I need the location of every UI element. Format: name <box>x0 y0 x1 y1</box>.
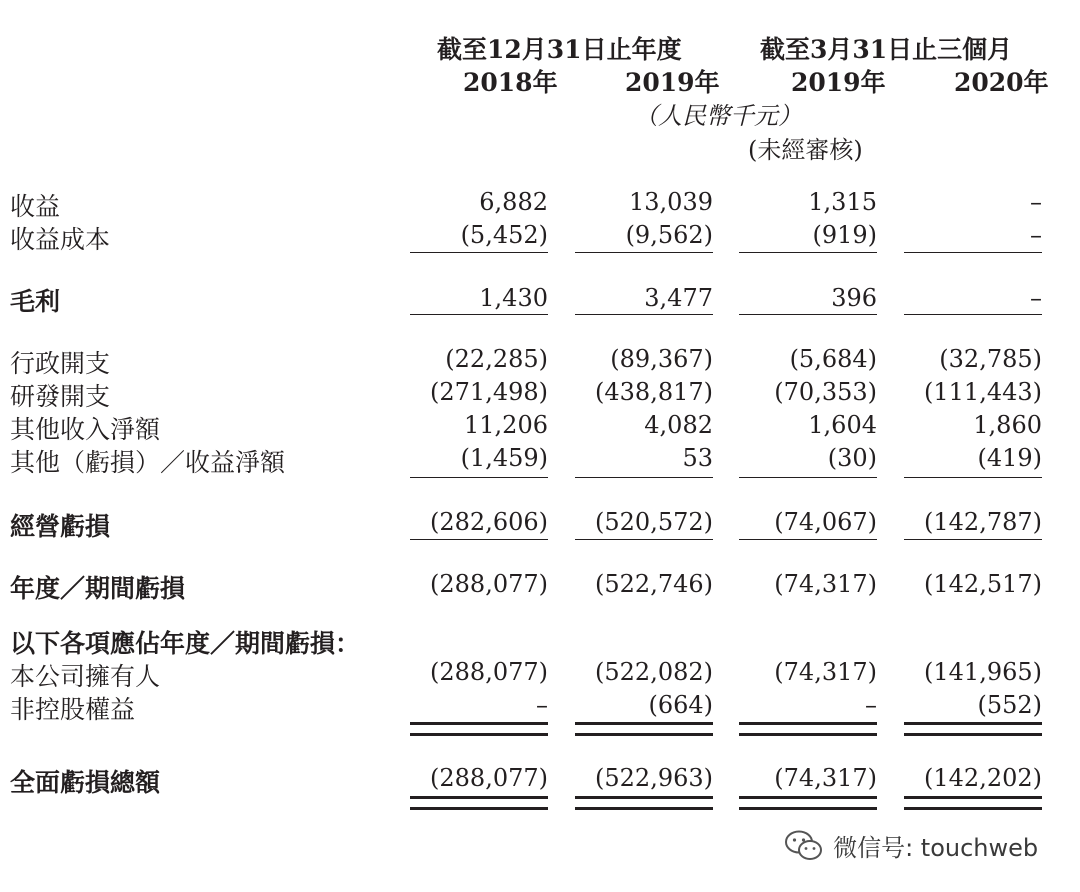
header-unaudited: (未經審核) <box>748 136 863 164</box>
cell-revenue-2019: 13,039 <box>629 188 713 216</box>
total-double-rule <box>739 796 877 810</box>
row-label-operating-loss: 經營虧損 <box>10 512 111 541</box>
row-label-total-comprehensive-loss: 全面虧損總額 <box>10 768 161 797</box>
subtotal-rule <box>739 539 877 540</box>
cell-revenue-2020q: – <box>1030 188 1042 216</box>
cell-gross-2019: 3,477 <box>644 284 713 312</box>
subtotal-rule <box>739 314 877 315</box>
cell-nci-2020q: (552) <box>977 691 1042 719</box>
wechat-icon <box>784 829 824 863</box>
cell-owners-2018: (288,077) <box>430 658 548 686</box>
subtotal-rule <box>575 252 713 253</box>
subtotal-rule <box>410 314 548 315</box>
cell-revenue-2019q: 1,315 <box>808 188 877 216</box>
total-double-rule <box>904 722 1042 736</box>
subtotal-rule <box>904 252 1042 253</box>
cell-tcl-2019: (522,963) <box>595 764 713 792</box>
cell-period-loss-2020q: (142,517) <box>924 570 1042 598</box>
cell-gross-2019q: 396 <box>831 284 877 312</box>
header-year-2020-q1: 2020年 <box>954 68 1049 97</box>
cell-nci-2019: (664) <box>648 691 713 719</box>
cell-tcl-2019q: (74,317) <box>774 764 877 792</box>
subtotal-rule <box>739 252 877 253</box>
header-year-2019-q1: 2019年 <box>791 68 886 97</box>
total-double-rule <box>575 722 713 736</box>
cell-revenue-2018: 6,882 <box>479 188 548 216</box>
watermark <box>784 828 1038 863</box>
cell-cost-2018: (5,452) <box>460 221 548 249</box>
cell-admin-2020q: (32,785) <box>939 345 1042 373</box>
cell-nci-2019q: – <box>865 691 877 719</box>
cell-cost-2019: (9,562) <box>625 221 713 249</box>
total-double-rule <box>739 722 877 736</box>
subtotal-rule <box>739 477 877 478</box>
subtotal-rule <box>904 539 1042 540</box>
row-label-period-loss: 年度／期間虧損 <box>10 574 186 603</box>
cell-admin-2019: (89,367) <box>610 345 713 373</box>
subtotal-rule <box>410 477 548 478</box>
cell-period-loss-2019q: (74,317) <box>774 570 877 598</box>
subtotal-rule <box>904 314 1042 315</box>
cell-admin-2019q: (5,684) <box>789 345 877 373</box>
row-label-admin-expenses: 行政開支 <box>10 349 111 378</box>
subtotal-rule <box>575 539 713 540</box>
cell-period-loss-2019: (522,746) <box>595 570 713 598</box>
cell-other-income-2019q: 1,604 <box>808 411 877 439</box>
header-group-quarter: 截至3月31日止三個月 <box>760 35 1013 64</box>
cell-rnd-2019: (438,817) <box>595 378 713 406</box>
subtotal-rule <box>575 477 713 478</box>
cell-gross-2020q: – <box>1030 284 1042 312</box>
subtotal-rule <box>904 477 1042 478</box>
total-double-rule <box>410 796 548 810</box>
cell-other-income-2018: 11,206 <box>464 411 548 439</box>
cell-oploss-2018: (282,606) <box>430 508 548 536</box>
cell-owners-2019q: (74,317) <box>774 658 877 686</box>
cell-owners-2020q: (141,965) <box>924 658 1042 686</box>
subtotal-rule <box>410 252 548 253</box>
cell-other-gl-2020q: (419) <box>977 444 1042 472</box>
row-label-gross-profit: 毛利 <box>10 287 61 316</box>
row-label-owners: 本公司擁有人 <box>10 662 161 691</box>
cell-period-loss-2018: (288,077) <box>430 570 548 598</box>
cell-other-income-2020q: 1,860 <box>973 411 1042 439</box>
row-label-revenue: 收益 <box>10 192 61 221</box>
row-label-rnd-expenses: 研發開支 <box>10 382 111 411</box>
cell-other-gl-2019: 53 <box>682 444 713 472</box>
cell-nci-2018: – <box>536 691 548 719</box>
cell-tcl-2020q: (142,202) <box>924 764 1042 792</box>
header-year-2019: 2019年 <box>625 68 720 97</box>
cell-rnd-2020q: (111,443) <box>924 378 1042 406</box>
row-label-loss-attributable-heading: 以下各項應佔年度／期間虧損： <box>10 629 361 658</box>
cell-cost-2019q: (919) <box>812 221 877 249</box>
row-label-other-gains-losses: 其他（虧損）／收益淨額 <box>10 448 286 477</box>
subtotal-rule <box>410 539 548 540</box>
total-double-rule <box>904 796 1042 810</box>
cell-owners-2019: (522,082) <box>595 658 713 686</box>
row-label-non-controlling: 非控股權益 <box>10 695 136 724</box>
cell-cost-2020q: – <box>1030 221 1042 249</box>
cell-rnd-2019q: (70,353) <box>774 378 877 406</box>
cell-other-gl-2019q: (30) <box>827 444 877 472</box>
cell-tcl-2018: (288,077) <box>430 764 548 792</box>
cell-admin-2018: (22,285) <box>445 345 548 373</box>
total-double-rule <box>410 722 548 736</box>
header-year-2018: 2018年 <box>463 68 558 97</box>
subtotal-rule <box>575 314 713 315</box>
row-label-other-income: 其他收入淨額 <box>10 415 161 444</box>
cell-other-income-2019: 4,082 <box>644 411 713 439</box>
header-group-annual: 截至12月31日止年度 <box>437 35 682 64</box>
row-label-cost-of-revenue: 收益成本 <box>10 225 111 254</box>
cell-gross-2018: 1,430 <box>479 284 548 312</box>
cell-oploss-2019: (520,572) <box>595 508 713 536</box>
watermark-text: 微信号: touchweb <box>833 834 1039 862</box>
header-unit: （人民幣千元） <box>634 102 802 130</box>
cell-oploss-2019q: (74,067) <box>774 508 877 536</box>
cell-rnd-2018: (271,498) <box>430 378 548 406</box>
cell-other-gl-2018: (1,459) <box>460 444 548 472</box>
total-double-rule <box>575 796 713 810</box>
cell-oploss-2020q: (142,787) <box>924 508 1042 536</box>
